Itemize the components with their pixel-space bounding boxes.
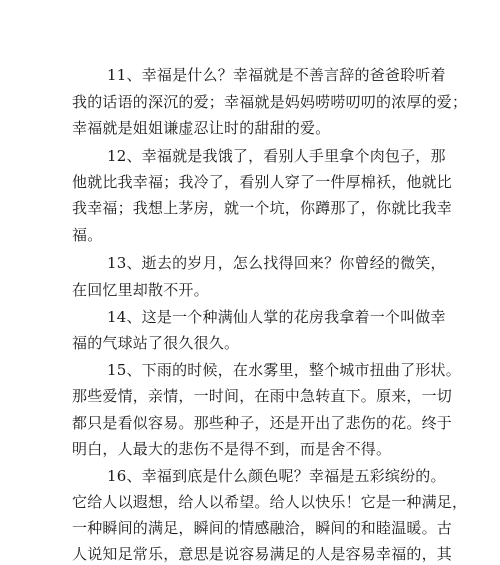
paragraph-14-line-2: 福的气球站了很久很久。 <box>72 334 240 352</box>
paragraph-12-line-3: 我幸福；我想上茅房，就一个坑，你蹲那了，你就比我幸 <box>72 199 453 217</box>
paragraph-12-line-1: 12、幸福就是我饿了，看别人手里拿个肉包子，那 <box>107 147 446 165</box>
paragraph-11-line-1: 11、幸福是什么？幸福就是不善言辞的爸爸聆听着 <box>107 66 446 84</box>
paragraph-13-line-2: 在回忆里却散不开。 <box>72 281 209 299</box>
paragraph-15-line-4: 明白，人最大的悲伤不是得不到，而是舍不得。 <box>72 440 392 458</box>
paragraph-16-line-4: 人说知足常乐，意思是说容易满足的人是容易幸福的，其 <box>72 545 453 563</box>
paragraph-12-line-2: 他就比我幸福；我冷了，看别人穿了一件厚棉袄，他就比 <box>72 173 453 191</box>
paragraph-11-line-2: 我的话语的深沉的爱；幸福就是妈妈唠唠叨叨的浓厚的爱； <box>72 93 468 111</box>
paragraph-15-line-3: 都只是看似容易。那些种子，还是开出了悲伤的花。终于 <box>72 414 453 432</box>
paragraph-15-line-1: 15、下雨的时候，在水雾里，整个城市扭曲了形状。 <box>107 361 461 379</box>
paragraph-16-line-3: 一种瞬间的满足，瞬间的情感融洽，瞬间的和睦温暖。古 <box>72 519 453 537</box>
paragraph-15-line-2: 那些爱情，亲情，一时间，在雨中急转直下。原来，一切 <box>72 387 453 405</box>
paragraph-12-line-4: 福。 <box>72 226 103 244</box>
paragraph-16-line-1: 16、幸福到底是什么颜色呢？幸福是五彩缤纷的。 <box>107 467 446 485</box>
paragraph-13-line-1: 13、逝去的岁月，怎么找得回来？你曾经的微笑， <box>107 254 446 272</box>
paragraph-14-line-1: 14、这是一个种满仙人掌的花房我拿着一个叫做幸 <box>107 308 446 326</box>
paragraph-11-line-3: 幸福就是姐姐谦虚忍让时的甜甜的爱。 <box>72 119 331 137</box>
paragraph-16-line-2: 它给人以遐想，给人以希望。给人以快乐！它是一种满足， <box>72 493 468 511</box>
